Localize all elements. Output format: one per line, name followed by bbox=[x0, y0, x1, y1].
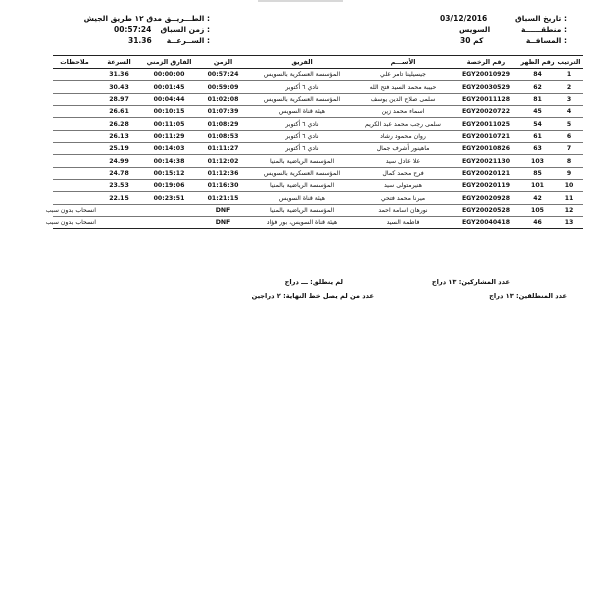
time-cell: 01:12:02 bbox=[196, 155, 250, 167]
col-header-speed: السرعة bbox=[96, 56, 142, 69]
team-cell: نادي ٦ أكتوبر bbox=[250, 81, 354, 93]
table-row bbox=[53, 143, 583, 155]
speed-value: 31.36 bbox=[128, 36, 152, 45]
table-row bbox=[53, 204, 583, 216]
license-cell: EGY20010826 bbox=[452, 143, 520, 155]
col-header-rank: الترتيب bbox=[555, 56, 583, 69]
time-cell: 01:12:36 bbox=[196, 167, 250, 179]
gap-cell bbox=[142, 204, 196, 216]
speed-cell: 23.53 bbox=[96, 180, 142, 192]
rank-cell: 3 bbox=[555, 93, 583, 105]
bib-cell: 45 bbox=[520, 106, 555, 118]
table-row bbox=[53, 81, 583, 93]
notes-cell bbox=[53, 81, 96, 93]
speed-cell: 25.19 bbox=[96, 143, 142, 155]
time-cell: DNF bbox=[196, 217, 250, 229]
rank-cell: 11 bbox=[555, 192, 583, 204]
team-cell: المؤسسة الرياضية بالمنيا bbox=[250, 204, 354, 216]
time-cell: 01:16:30 bbox=[196, 180, 250, 192]
table-row bbox=[53, 106, 583, 118]
rank-cell: 8 bbox=[555, 155, 583, 167]
team-cell: المؤسسة العسكرية بالسويس bbox=[250, 167, 354, 179]
col-header-name: الأســـم bbox=[354, 56, 452, 69]
region-value: السويس bbox=[459, 25, 491, 34]
results-body bbox=[45, 69, 583, 229]
name-cell: نورهان اسامة احمد bbox=[354, 204, 452, 216]
team-cell: هيئة قناة السويس bbox=[250, 192, 354, 204]
race-date-value: 03/12/2016 bbox=[440, 14, 488, 23]
bib-cell: 105 bbox=[520, 204, 555, 216]
bib-cell: 84 bbox=[520, 69, 555, 81]
starters-count: عدد المنطلقين: ١٣ دراج bbox=[489, 292, 567, 300]
rank-cell: 10 bbox=[555, 180, 583, 192]
gap-cell: 00:19:06 bbox=[142, 180, 196, 192]
notes-cell bbox=[53, 93, 96, 105]
gap-cell: 00:10:15 bbox=[142, 106, 196, 118]
gap-cell: 00:11:05 bbox=[142, 118, 196, 130]
name-cell: سلمى رجب محمد عبد الكريم bbox=[354, 118, 452, 130]
gap-cell: 00:01:45 bbox=[142, 81, 196, 93]
rank-cell: 12 bbox=[555, 204, 583, 216]
speed-cell bbox=[96, 204, 142, 216]
name-cell: ماهينور أشرف جمال bbox=[354, 143, 452, 155]
bib-cell: 81 bbox=[520, 93, 555, 105]
name-cell: ميرنا محمد فتحي bbox=[354, 192, 452, 204]
bib-cell: 62 bbox=[520, 81, 555, 93]
time-cell: DNF bbox=[196, 204, 250, 216]
time-cell: 01:21:15 bbox=[196, 192, 250, 204]
speed-label: الســرعــة : bbox=[166, 36, 210, 45]
license-cell: EGY20011025 bbox=[452, 118, 520, 130]
speed-cell: 22.15 bbox=[96, 192, 142, 204]
notes-cell bbox=[53, 180, 96, 192]
speed-cell: 26.13 bbox=[96, 130, 142, 142]
table-row bbox=[53, 180, 583, 192]
col-header-gap: الفارق الزمني bbox=[142, 56, 196, 69]
bib-cell: 101 bbox=[520, 180, 555, 192]
table-row bbox=[53, 167, 583, 179]
name-cell: حبيبة محمد السيد فتح الله bbox=[354, 81, 452, 93]
rank-cell: 13 bbox=[555, 217, 583, 229]
race-date-label: تاريخ السباق : bbox=[514, 14, 567, 23]
table-row bbox=[53, 130, 583, 142]
participants-count: عدد المشاركين: ١٣ دراج bbox=[431, 278, 510, 286]
team-cell: نادي ٦ أكتوبر bbox=[250, 130, 354, 142]
speed-cell bbox=[96, 217, 142, 229]
name-cell: روان محمود رشاد bbox=[354, 130, 452, 142]
time-cell: 01:08:53 bbox=[196, 130, 250, 142]
gap-cell: 00:14:38 bbox=[142, 155, 196, 167]
license-cell: EGY20010929 bbox=[452, 69, 520, 81]
time-cell: 01:11:27 bbox=[196, 143, 250, 155]
rank-cell: 5 bbox=[555, 118, 583, 130]
rank-cell: 7 bbox=[555, 143, 583, 155]
notes-cell bbox=[53, 192, 96, 204]
license-cell: EGY20011128 bbox=[452, 93, 520, 105]
speed-cell: 26.28 bbox=[96, 118, 142, 130]
col-header-bib: رقم الظهر bbox=[520, 56, 555, 69]
gap-cell: 00:15:12 bbox=[142, 167, 196, 179]
speed-cell: 24.99 bbox=[96, 155, 142, 167]
license-cell: EGY20020121 bbox=[452, 167, 520, 179]
name-cell: سلمى صلاح الدين يوسف bbox=[354, 93, 452, 105]
gap-cell bbox=[142, 217, 196, 229]
speed-cell: 28.97 bbox=[96, 93, 142, 105]
top-edge-mark bbox=[258, 0, 343, 2]
license-cell: EGY20021130 bbox=[452, 155, 520, 167]
table-row bbox=[53, 69, 583, 81]
notes-cell bbox=[53, 69, 96, 81]
license-cell: EGY20030529 bbox=[452, 81, 520, 93]
team-cell: هيئة قناة السويس bbox=[250, 106, 354, 118]
non-finishers-count: عدد من لم يصل خط النهاية: ٢ دراجين bbox=[251, 292, 374, 300]
license-cell: EGY20020722 bbox=[452, 106, 520, 118]
time-cell: 01:02:08 bbox=[196, 93, 250, 105]
team-cell: المؤسسة العسكرية بالسويس bbox=[250, 93, 354, 105]
license-cell: EGY20040418 bbox=[452, 217, 520, 229]
team-cell: نادي ٦ أكتوبر bbox=[250, 118, 354, 130]
bib-cell: 42 bbox=[520, 192, 555, 204]
time-cell: 00:57:24 bbox=[196, 69, 250, 81]
col-header-team: الفريق bbox=[250, 56, 354, 69]
notes-cell bbox=[53, 167, 96, 179]
notes-cell bbox=[53, 118, 96, 130]
col-header-notes: ملاحظات bbox=[53, 56, 96, 69]
table-header-row bbox=[53, 56, 583, 69]
speed-cell: 24.78 bbox=[96, 167, 142, 179]
results-table bbox=[45, 55, 583, 229]
name-cell: جيسيلينا تامر علي bbox=[354, 69, 452, 81]
race-time-value: 00:57:24 bbox=[114, 25, 152, 34]
name-cell: فرح محمد كمال bbox=[354, 167, 452, 179]
table-row bbox=[53, 155, 583, 167]
license-cell: EGY20020528 bbox=[452, 204, 520, 216]
speed-cell: 30.43 bbox=[96, 81, 142, 93]
distance-value: 30 كم bbox=[460, 36, 484, 45]
team-cell: المؤسسة العسكرية بالسويس bbox=[250, 69, 354, 81]
notes-cell: انسحاب بدون سبب bbox=[53, 217, 96, 229]
rank-cell: 1 bbox=[555, 69, 583, 81]
rank-cell: 2 bbox=[555, 81, 583, 93]
team-cell: المؤسسة الرياضية بالمنيا bbox=[250, 155, 354, 167]
name-cell: فاطمة السيد bbox=[354, 217, 452, 229]
notes-cell bbox=[53, 130, 96, 142]
gap-cell: 00:04:44 bbox=[142, 93, 196, 105]
speed-cell: 31.36 bbox=[96, 69, 142, 81]
bib-cell: 54 bbox=[520, 118, 555, 130]
bib-cell: 61 bbox=[520, 130, 555, 142]
non-starters-count: لم ينطلق: ـــ دراج bbox=[284, 278, 343, 286]
time-cell: 01:08:29 bbox=[196, 118, 250, 130]
notes-cell bbox=[53, 106, 96, 118]
team-cell: نادي ٦ أكتوبر bbox=[250, 143, 354, 155]
name-cell: علا عادل سيد bbox=[354, 155, 452, 167]
bib-cell: 46 bbox=[520, 217, 555, 229]
gap-cell: 00:14:03 bbox=[142, 143, 196, 155]
team-cell: المؤسسة الرياضية بالمنيا bbox=[250, 180, 354, 192]
speed-cell: 26.61 bbox=[96, 106, 142, 118]
notes-cell: انسحاب بدون سبب bbox=[53, 204, 96, 216]
col-header-time: الزمن bbox=[196, 56, 250, 69]
team-cell: هيئة قناة السويس، بور فؤاد bbox=[250, 217, 354, 229]
rank-cell: 4 bbox=[555, 106, 583, 118]
rank-cell: 6 bbox=[555, 130, 583, 142]
table-row bbox=[53, 192, 583, 204]
bib-cell: 103 bbox=[520, 155, 555, 167]
route-label: الطـــريــق : bbox=[164, 14, 210, 23]
bib-cell: 85 bbox=[520, 167, 555, 179]
race-time-label: زمن السباق : bbox=[160, 25, 210, 34]
name-cell: هنيرمتولى سيد bbox=[354, 180, 452, 192]
gap-cell: 00:00:00 bbox=[142, 69, 196, 81]
license-cell: EGY20010721 bbox=[452, 130, 520, 142]
name-cell: اسماء محمد زين bbox=[354, 106, 452, 118]
notes-cell bbox=[53, 155, 96, 167]
time-cell: 01:07:39 bbox=[196, 106, 250, 118]
distance-label: المسافــة : bbox=[525, 36, 567, 45]
bib-cell: 63 bbox=[520, 143, 555, 155]
region-label: منطقــــــة : bbox=[521, 25, 567, 34]
notes-cell bbox=[53, 143, 96, 155]
table-row bbox=[53, 217, 583, 229]
time-cell: 00:59:09 bbox=[196, 81, 250, 93]
gap-cell: 00:23:51 bbox=[142, 192, 196, 204]
table-row bbox=[53, 93, 583, 105]
license-cell: EGY20020928 bbox=[452, 192, 520, 204]
route-value: مدق ١٢ طريق الجيش bbox=[83, 14, 162, 23]
license-cell: EGY20020119 bbox=[452, 180, 520, 192]
rank-cell: 9 bbox=[555, 167, 583, 179]
gap-cell: 00:11:29 bbox=[142, 130, 196, 142]
table-row bbox=[53, 118, 583, 130]
col-header-license: رقم الرخصة bbox=[452, 56, 520, 69]
